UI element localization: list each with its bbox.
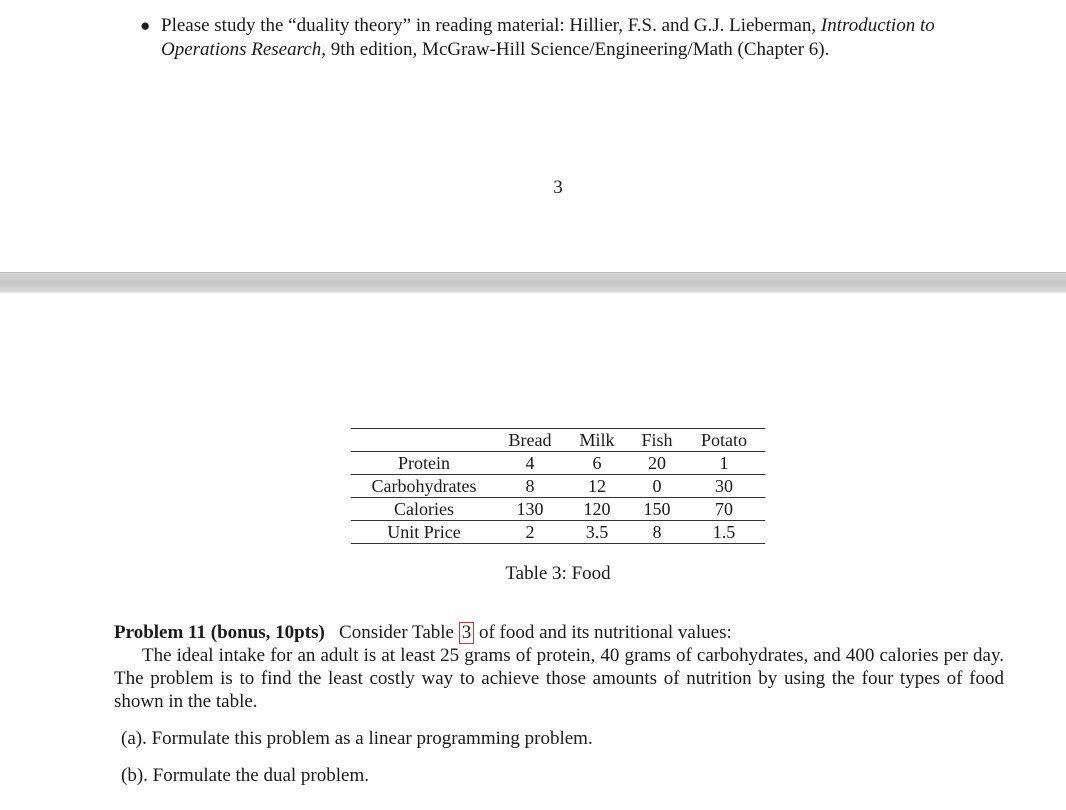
page-bottom: [0, 293, 1066, 810]
table-row: [351, 475, 765, 498]
table-cell: 6: [563, 452, 631, 475]
bullet-dot-icon: ●: [140, 16, 151, 35]
table-header-cell: Bread: [497, 429, 563, 452]
book-title: Introduction to Operations Research: [161, 15, 935, 60]
table-row: [351, 452, 765, 475]
table-cell: 1: [683, 452, 765, 475]
reading-text: Please study the “duality theory” in reading material: Hillier, F.S. and G.J. Lieberman, Introduction to Operations Research, 9th edition, McGraw-Hill Science/Engineering/Math (Chapter 6).: [161, 15, 935, 60]
table-cell: 8: [497, 475, 563, 498]
table-cell: 3.5: [563, 521, 631, 544]
page-number: 3: [553, 177, 563, 198]
table-cell: 4: [497, 452, 563, 475]
problem-title: Problem 11 (bonus, 10pts): [114, 622, 325, 643]
table-cell: 20: [631, 452, 683, 475]
part-b: (b). Formulate the dual problem.: [121, 765, 369, 786]
table-cell: 0: [631, 475, 683, 498]
table-header-cell: Potato: [683, 429, 765, 452]
table-header-cell: Milk: [563, 429, 631, 452]
table-cell: 70: [683, 498, 765, 521]
table-row: [351, 498, 765, 521]
row-label: Protein: [351, 452, 497, 475]
table-cell: 1.5: [683, 521, 765, 544]
table-cell: 150: [631, 498, 683, 521]
problem-paragraph: The ideal intake for an adult is at least 25 grams of protein, 40 grams of carbohydrates, and 400 calories per day. The problem is to find the least costly way to achieve those amounts of nutrition by using the four types of food shown in the table.: [114, 645, 1004, 712]
table-cell: 8: [631, 521, 683, 544]
table-header-cell: Fish: [631, 429, 683, 452]
food-table: [351, 428, 765, 544]
row-label: Calories: [351, 498, 497, 521]
row-label: Carbohydrates: [351, 475, 497, 498]
row-label: Unit Price: [351, 521, 497, 544]
table-caption: Table 3: Food: [505, 563, 611, 584]
problem-11: [114, 621, 1004, 713]
table-reference-link[interactable]: 3: [459, 622, 475, 644]
table-row: [351, 521, 765, 544]
table-cell: 120: [563, 498, 631, 521]
part-a: (a). Formulate this problem as a linear programming problem.: [121, 728, 593, 749]
problem-intro: Problem 11 (bonus, 10pts) Consider Table 3 of food and its nutritional values:: [114, 622, 732, 643]
table-cell: 12: [563, 475, 631, 498]
table-cell: 30: [683, 475, 765, 498]
page-separator: [0, 272, 1066, 293]
table-header-row: [351, 429, 765, 452]
page-top: [0, 0, 1066, 272]
table-cell: 130: [497, 498, 563, 521]
table-header-cell: [351, 429, 497, 452]
reading-bullet: [140, 14, 1010, 62]
table-cell: 2: [497, 521, 563, 544]
